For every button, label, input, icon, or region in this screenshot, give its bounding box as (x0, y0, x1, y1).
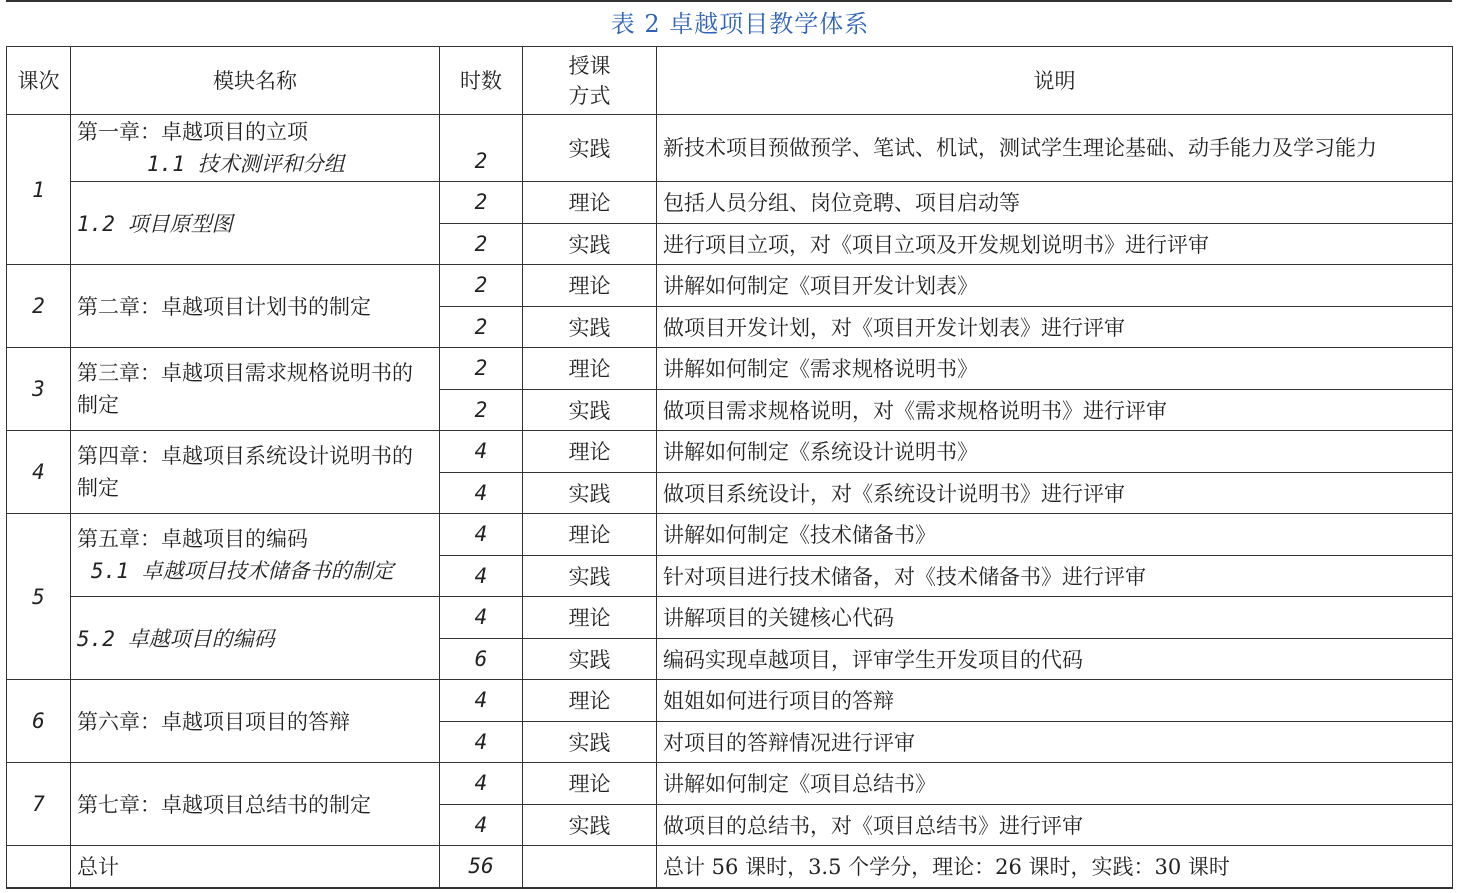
note-cell: 讲解如何制定《项目总结书》 (657, 763, 1453, 805)
method-cell: 理论 (523, 348, 657, 390)
method-cell: 理论 (523, 182, 657, 224)
note-cell: 讲解如何制定《需求规格说明书》 (657, 348, 1453, 390)
table-row (7, 115, 1453, 182)
hours-cell: 6 (440, 638, 523, 680)
note-cell: 针对项目进行技术储备，对《技术储备书》进行评审 (657, 555, 1453, 597)
header-row (7, 47, 1453, 115)
lesson-number: 6 (7, 680, 71, 763)
module-title: 第一章：卓越项目的立项 (77, 120, 308, 144)
hours-cell: 2 (440, 265, 523, 307)
header-note: 说明 (657, 47, 1453, 115)
method-cell: 实践 (523, 389, 657, 431)
table-row (7, 597, 1453, 639)
method-cell: 实践 (523, 638, 657, 680)
note-cell: 做项目的总结书，对《项目总结书》进行评审 (657, 804, 1453, 846)
table-row (7, 265, 1453, 307)
table-row (7, 182, 1453, 224)
method-cell: 实践 (523, 306, 657, 348)
method-cell: 实践 (523, 555, 657, 597)
total-row (7, 846, 1453, 888)
header-method-line1: 授课 (568, 53, 611, 78)
table-row (7, 763, 1453, 805)
total-hours: 56 (440, 846, 523, 888)
module-cell: 第六章：卓越项目项目的答辩 (71, 680, 440, 763)
hours-cell: 2 (440, 389, 523, 431)
note-cell: 讲解项目的关键核心代码 (657, 597, 1453, 639)
hours-cell: 4 (440, 804, 523, 846)
hours-cell: 4 (440, 597, 523, 639)
hours-cell: 4 (440, 514, 523, 556)
hours-cell: 2 (440, 115, 523, 182)
hours-cell: 2 (440, 223, 523, 265)
note-cell: 对项目的答辩情况进行评审 (657, 721, 1453, 763)
header-method-line2: 方式 (568, 83, 611, 108)
total-lesson-empty (7, 846, 71, 888)
total-label: 总计 (71, 846, 440, 888)
method-cell: 实践 (523, 115, 657, 182)
method-cell: 实践 (523, 223, 657, 265)
method-cell: 理论 (523, 265, 657, 307)
header-lesson: 课次 (7, 47, 71, 115)
note-cell: 进行项目立项，对《项目立项及开发规划说明书》进行评审 (657, 223, 1453, 265)
hours-cell: 4 (440, 721, 523, 763)
top-rule (6, 0, 1452, 2)
lesson-number: 3 (7, 348, 71, 431)
note-cell: 包括人员分组、岗位竞聘、项目启动等 (657, 182, 1453, 224)
hours-cell: 2 (440, 306, 523, 348)
hours-cell: 4 (440, 763, 523, 805)
header-hours: 时数 (440, 47, 523, 115)
hours-cell: 4 (440, 680, 523, 722)
total-method-empty (523, 846, 657, 888)
total-note: 总计 56 课时，3.5 个学分，理论：26 课时，实践：30 课时 (657, 846, 1453, 888)
table-caption: 表 2 卓越项目教学体系 (610, 10, 870, 38)
table-row (7, 348, 1453, 390)
note-cell: 编码实现卓越项目，评审学生开发项目的代码 (657, 638, 1453, 680)
module-cell: 第七章：卓越项目总结书的制定 (71, 763, 440, 846)
table-row (7, 514, 1453, 556)
module-cell: 5.2 卓越项目的编码 (71, 597, 440, 680)
module-cell (71, 115, 440, 182)
hours-cell: 2 (440, 182, 523, 224)
module-cell: 第四章：卓越项目系统设计说明书的制定 (71, 431, 440, 514)
method-cell: 理论 (523, 431, 657, 473)
note-cell: 做项目需求规格说明，对《需求规格说明书》进行评审 (657, 389, 1453, 431)
hours-cell: 4 (440, 472, 523, 514)
note-cell: 讲解如何制定《技术储备书》 (657, 514, 1453, 556)
module-subtitle: 1.1 技术测评和分组 (147, 152, 345, 176)
lesson-number: 4 (7, 431, 71, 514)
note-cell: 讲解如何制定《项目开发计划表》 (657, 265, 1453, 307)
note-cell: 新技术项目预做预学、笔试、机试，测试学生理论基础、动手能力及学习能力 (657, 115, 1453, 182)
lesson-number: 5 (7, 514, 71, 680)
note-cell: 讲解如何制定《系统设计说明书》 (657, 431, 1453, 473)
lesson-number: 2 (7, 265, 71, 348)
hours-cell: 4 (440, 555, 523, 597)
note-cell: 姐姐如何进行项目的答辩 (657, 680, 1453, 722)
method-cell: 理论 (523, 597, 657, 639)
hours-cell: 2 (440, 348, 523, 390)
method-cell: 实践 (523, 721, 657, 763)
note-cell: 做项目系统设计，对《系统设计说明书》进行评审 (657, 472, 1453, 514)
curriculum-table (6, 46, 1453, 889)
module-cell (71, 514, 440, 597)
module-cell: 1.2 项目原型图 (71, 182, 440, 265)
note-cell: 做项目开发计划，对《项目开发计划表》进行评审 (657, 306, 1453, 348)
module-subtitle: 5.1 卓越项目技术储备书的制定 (91, 559, 394, 583)
hours-cell: 4 (440, 431, 523, 473)
header-module: 模块名称 (71, 47, 440, 115)
module-cell: 第二章：卓越项目计划书的制定 (71, 265, 440, 348)
lesson-number: 1 (7, 115, 71, 265)
method-cell: 理论 (523, 514, 657, 556)
method-cell: 理论 (523, 680, 657, 722)
table-row (7, 680, 1453, 722)
method-cell: 理论 (523, 763, 657, 805)
module-cell: 第三章：卓越项目需求规格说明书的制定 (71, 348, 440, 431)
table-row (7, 431, 1453, 473)
method-cell: 实践 (523, 472, 657, 514)
lesson-number: 7 (7, 763, 71, 846)
header-method (523, 47, 657, 115)
module-title: 第五章：卓越项目的编码 (77, 527, 308, 551)
method-cell: 实践 (523, 804, 657, 846)
